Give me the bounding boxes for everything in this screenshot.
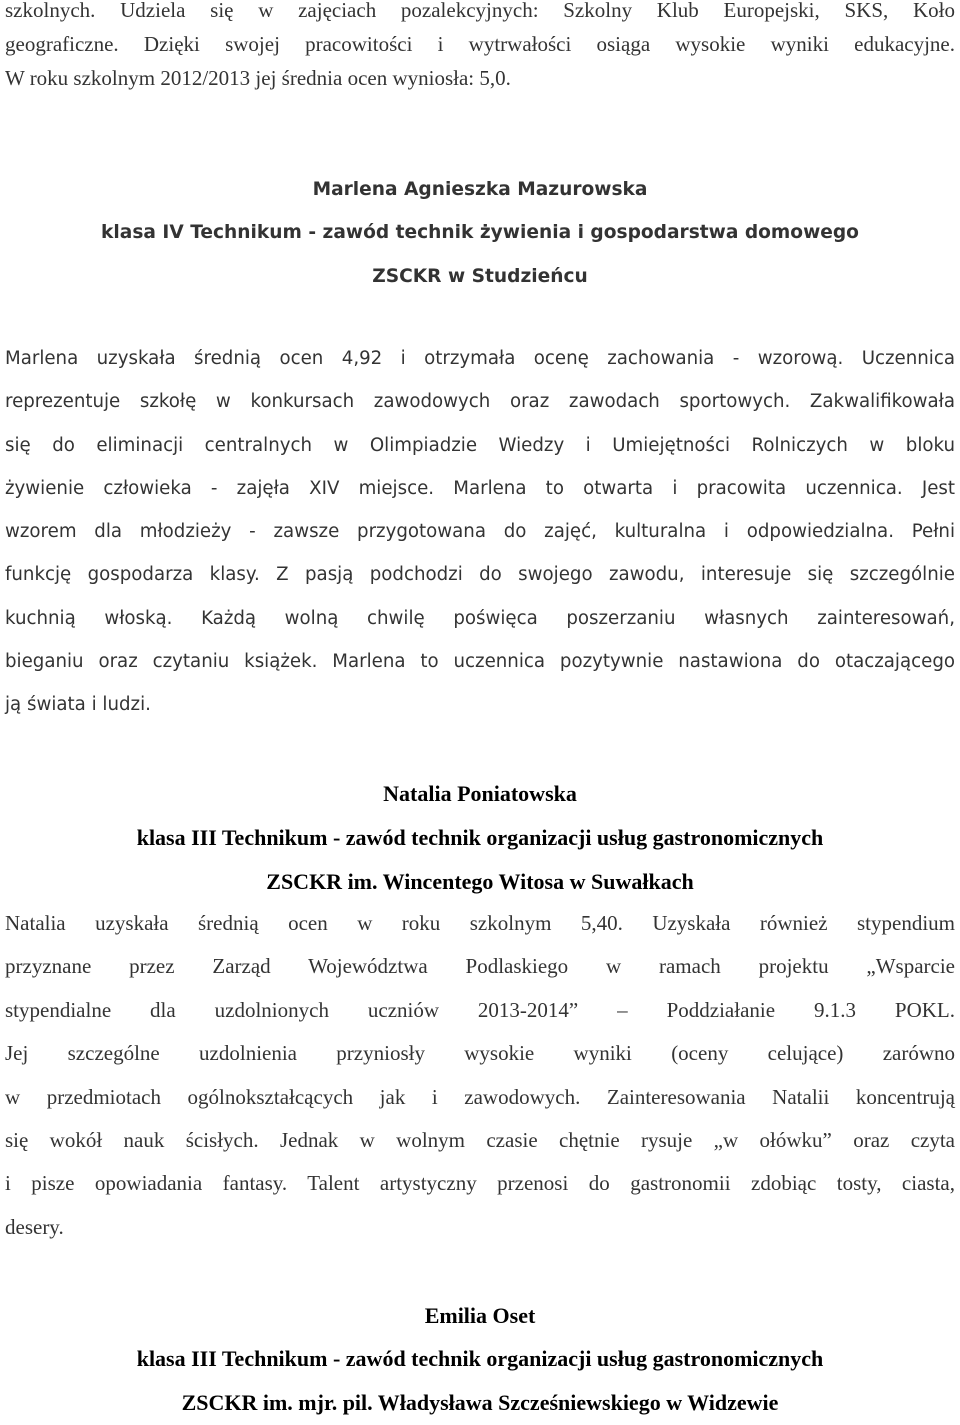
description-line: w przedmiotach ogólnokształcących jak i zawodowych. Zainteresowania Natalii koncentrują	[5, 1084, 955, 1109]
description-line: kuchnią włoską. Każdą wolną chwilę poświęca poszerzaniu własnych zainteresowań,	[5, 607, 955, 629]
student-description-natalia	[5, 902, 955, 1249]
intro-paragraph	[5, 0, 955, 95]
description-line: stypendialne dla uzdolnionych uczniów 2013-2014” – Poddziałanie 9.1.3 POKL.	[5, 997, 955, 1022]
description-line: bieganiu oraz czytaniu książek. Marlena to uczennica pozytywnie nastawiona do otaczającego	[5, 651, 955, 673]
intro-line: szkolnych. Udziela się w zajęciach pozalekcyjnych: Szkolny Klub Europejski, SKS, Koło	[5, 0, 955, 22]
student-class: klasa IV Technikum - zawód technik żywienia i gospodarstwa domowego	[101, 222, 859, 243]
student-class: klasa III Technikum - zawód technik organizacji usług gastronomicznych	[136, 825, 824, 850]
student-name: Marlena Agnieszka Mazurowska	[312, 179, 648, 200]
description-line: się do eliminacji centralnych w Olimpiadzie Wiedzy i Umiejętności Rolniczych w bloku	[5, 434, 955, 456]
intro-line: W roku szkolnym 2012/2013 jej średnia ocen wyniosła: 5,0.	[5, 66, 511, 90]
description-line: żywienie człowieka - zajęła XIV miejsce. Marlena to otwarta i pracowita uczennica. Jest	[5, 477, 955, 499]
student-heading-natalia	[5, 772, 955, 904]
description-line: Natalia uzyskała średnią ocen w roku szkolnym 5,40. Uzyskała również stypendium	[5, 911, 955, 935]
intro-line: geograficzne. Dzięki swojej pracowitości i wytrwałości osiąga wysokie wyniki edukacyjne.	[5, 32, 955, 56]
student-school: ZSCKR w Studzieńcu	[372, 266, 588, 287]
description-line: desery.	[5, 1214, 64, 1239]
description-line: wzorem dla młodzieży - zawsze przygotowana do zajęć, kulturalna i odpowiedzialna. Pełni	[5, 521, 955, 543]
description-line: i pisze opowiadania fantasy. Talent artystyczny przenosi do gastronomii zdobiąc tosty, ciasta,	[5, 1171, 955, 1196]
student-heading-marlena	[5, 170, 955, 298]
student-name: Emilia Oset	[424, 1303, 536, 1328]
description-line: ją świata i ludzi.	[5, 694, 151, 716]
student-class: klasa III Technikum - zawód technik organizacji usług gastronomicznych	[136, 1346, 824, 1371]
student-name: Natalia Poniatowska	[383, 781, 577, 806]
student-school: ZSCKR im. Wincentego Witosa w Suwałkach	[266, 869, 694, 894]
description-line: funkcję gospodarza klasy. Z pasją podchodzi do swojego zawodu, interesuje się szczególnie	[5, 564, 955, 586]
description-line: Marlena uzyskała średnią ocen 4,92 i otrzymała ocenę zachowania - wzorową. Uczennica	[5, 348, 955, 369]
student-school: ZSCKR im. mjr. pil. Władysława Szcześniewskiego w Widzewie	[181, 1390, 779, 1415]
description-line: Jej szczególne uzdolnienia przyniosły wysokie wyniki (oceny celujące) zarówno	[5, 1041, 955, 1066]
student-description-marlena	[5, 337, 955, 727]
description-line: się wokół nauk ścisłych. Jednak w wolnym czasie chętnie rysuje „w ołówku” oraz czyta	[5, 1128, 955, 1153]
description-line: przyznane przez Zarząd Województwa Podlaskiego w ramach projektu „Wsparcie	[5, 954, 955, 979]
student-heading-emilia	[5, 1295, 955, 1425]
description-line: reprezentuje szkołę w konkursach zawodowych oraz zawodach sportowych. Zakwalifikowała	[5, 391, 955, 413]
